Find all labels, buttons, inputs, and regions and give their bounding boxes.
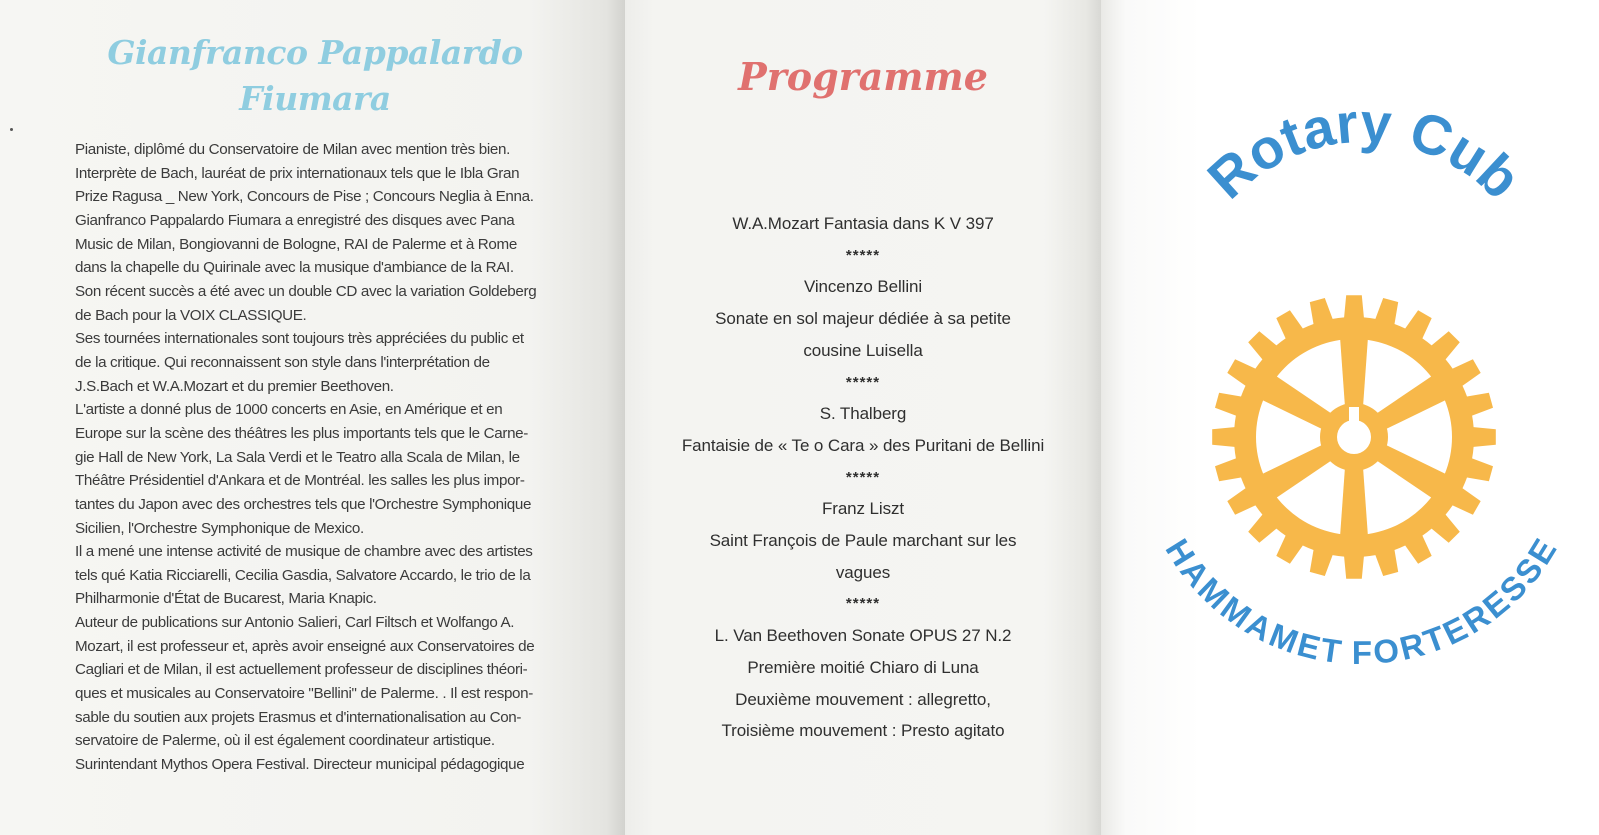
logo-bottom-text: HAMMAMET FORTERESSE <box>1158 532 1564 672</box>
wheel-hub-hole <box>1337 420 1371 454</box>
bio-line: Il a mené une intense activité de musique de chambre avec des artistes <box>75 543 533 561</box>
bio-line: tantes du Japon avec des orchestres tels que l'Orchestre Symphonique <box>75 495 532 513</box>
bio-line: Prize Ragusa _ New York, Concours de Pise ; Concours Neglia à Enna. <box>75 188 534 206</box>
wheel-keyway <box>1349 407 1359 423</box>
biography-text <box>75 138 575 777</box>
wheel-spoke <box>1340 337 1368 407</box>
programme-line: Saint François de Paule marchant sur les <box>709 531 1017 551</box>
programme-panel <box>625 0 1101 835</box>
bio-line: Gianfranco Pappalardo Fiumara a enregistré des disques avec Pana <box>75 211 515 229</box>
bio-line: Europe sur la scène des théâtres les plus importants tels que le Carne- <box>75 424 528 442</box>
programme-line: Troisième mouvement : Presto agitato <box>721 721 1005 741</box>
bio-line: de Bach pour la VOIX CLASSIQUE. <box>75 306 307 324</box>
bio-line: de la critique. Qui reconnaissent son style dans l'interprétation de <box>75 353 490 371</box>
bio-line: dans la chapelle du Quirinale avec la musique d'ambiance de la RAI. <box>75 259 514 277</box>
rotary-logo <box>1101 0 1599 835</box>
biography-title <box>70 30 560 122</box>
programme-separator: ***** <box>845 373 881 391</box>
bio-line: gie Hall de New York, La Sala Verdi et le Teatro alla Scala de Milan, le <box>75 448 520 466</box>
programme-list <box>625 208 1101 747</box>
bio-line: ques et musicales au Conservatoire "Bellini" de Palerme. . Il est respon- <box>75 685 533 703</box>
programme-line: Vincenzo Bellini <box>803 277 923 297</box>
wheel-spoke <box>1260 375 1332 430</box>
programme-line: cousine Luisella <box>803 340 923 360</box>
programme-title: Programme <box>738 54 988 99</box>
bio-line: sable du soutien aux projets Erasmus et d'internationalisation au Con- <box>75 708 522 726</box>
bio-line: Mozart, il est professeur et, après avoir enseigné aux Conservatoires de <box>75 637 535 655</box>
bio-line: Cagliari et de Milan, il est actuellement professeur de disciplines théori- <box>75 661 528 679</box>
programme-line: Première moitié Chiaro di Luna <box>747 657 979 677</box>
programme-line: Franz Liszt <box>821 499 905 519</box>
bio-line: Auteur de publications sur Antonio Salieri, Carl Filtsch et Wolfango A. <box>75 614 515 632</box>
bio-line: Music de Milan, Bongiovanni de Bologne, RAI de Palerme et à Rome <box>75 235 517 253</box>
programme-line: vagues <box>835 562 891 582</box>
bio-line: Son récent succès a été avec un double CD avec la variation Goldeberg <box>75 282 537 300</box>
programme-line: S. Thalberg <box>819 404 907 424</box>
bio-line: Surintendant Mythos Opera Festival. Directeur municipal pédagogique <box>75 756 525 774</box>
programme-line: W.A.Mozart Fantasia dans K V 397 <box>732 214 994 233</box>
bio-line: servatoire de Palerme, où il est également coordinateur artistique. <box>75 732 495 750</box>
programme-line: Sonate en sol majeur dédiée à sa petite <box>715 309 1011 329</box>
speck-mark <box>10 128 13 131</box>
bio-line: J.S.Bach et W.A.Mozart et du premier Beethoven. <box>75 377 394 395</box>
wheel-spoke <box>1260 444 1332 499</box>
programme-separator: ***** <box>845 468 881 486</box>
bio-line: Théâtre Présidentiel d'Ankara et de Montréal. les salles les plus impor- <box>75 472 525 490</box>
bio-line: Ses tournées internationales sont toujours très appréciées du public et <box>75 330 524 348</box>
programme-separator: ***** <box>845 595 881 613</box>
bio-line: tels qué Katia Ricciarelli, Cecilia Gasdia, Salvatore Accardo, le trio de la <box>75 566 531 584</box>
bio-line: Sicilien, l'Orchestre Symphonique de Mexico. <box>75 519 364 537</box>
bio-line: Interprète de Bach, lauréat de prix internationaux tels que le Ibla Gran <box>75 164 520 182</box>
programme-separator: ***** <box>845 246 881 264</box>
programme-line: L. Van Beethoven Sonate OPUS 27 N.2 <box>714 626 1012 646</box>
wheel-spoke <box>1376 375 1448 430</box>
logo-panel <box>1101 0 1599 835</box>
bio-line: Pianiste, diplômé du Conservatoire de Milan avec mention très bien. <box>75 141 510 158</box>
biography-title-line1: Gianfranco Pappalardo <box>107 33 523 72</box>
bio-line: L'artiste a donné plus de 1000 concerts en Asie, en Amérique et en <box>75 401 503 419</box>
biography-panel <box>0 0 625 835</box>
bio-line: Philharmonie d'État de Bucarest, Maria Knapic. <box>75 590 377 608</box>
logo-top-text: Rotary Cub <box>1195 90 1533 211</box>
biography-title-line2: Fiumara <box>239 79 391 118</box>
programme-line: Deuxième mouvement : allegretto, <box>735 689 991 709</box>
wheel-spoke <box>1340 467 1368 537</box>
rotary-wheel-icon <box>1212 295 1496 579</box>
programme-line: Fantaisie de « Te o Cara » des Puritani de Bellini <box>681 435 1045 455</box>
wheel-spoke <box>1376 444 1448 499</box>
